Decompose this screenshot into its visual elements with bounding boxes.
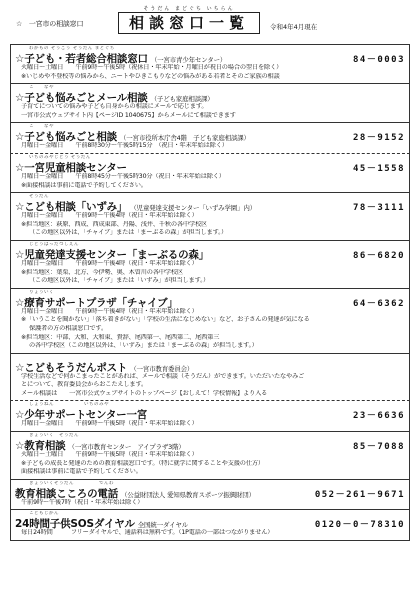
entry-detail-line: ※子どもの成長と発達のための教育相談窓口です。（特に就学に関することや支援の仕方） <box>21 459 264 467</box>
consultation-entry <box>10 122 410 153</box>
entry-name: ☆子ども悩みごとメール相談 <box>15 92 148 105</box>
entry-detail-line: 保護者の方の相談窓口です。 <box>29 324 107 332</box>
entry-detail-line: 火曜日～土曜日 午前9時～午後5時（祝日・年末年始は除く） <box>21 451 198 459</box>
consultation-entry <box>10 431 410 479</box>
entry-phone: 86－6820 <box>352 250 405 261</box>
entry-name: ☆子ども悩みごと相談 <box>15 131 117 144</box>
entry-detail-line: 子育てについての悩みや子ども自身からの相談にメールで応じます。 <box>21 103 208 111</box>
entry-organization: （子ども家庭相談課） <box>150 95 214 104</box>
entry-ruby: こ なや <box>29 124 54 130</box>
entry-header <box>15 160 405 173</box>
entry-phone: 64－6362 <box>352 298 405 309</box>
entry-header <box>15 486 405 499</box>
entry-phone: 85－7088 <box>352 442 405 453</box>
entry-header <box>15 51 405 64</box>
entry-detail-line: 毎日24時間 フリーダイヤルで、通話料は無料です。（1P電話の一部はつながりません） <box>21 529 274 537</box>
consultation-entry <box>10 240 410 288</box>
entry-detail-line: メール相談は 一宮市公式ウェブサイトのトップページ【おしえて！学校情報】より入る <box>21 389 268 397</box>
consultation-entry <box>10 479 410 510</box>
entry-detail-line: 学校生活などで何かこまったことがあれば、メールで相談（そうだん）ができます。いただいたなやみご <box>21 372 305 380</box>
entry-name: ☆こどもそうだんポスト <box>15 361 128 374</box>
entry-header <box>15 199 405 212</box>
entry-header <box>15 516 405 529</box>
consultation-entry <box>10 192 410 240</box>
entry-phone: 84－0003 <box>352 55 405 65</box>
entry-header <box>15 360 405 373</box>
entry-detail-line: 月曜日～金曜日 午前8時45分～午後5時30分（祝日・年末年始は除く） <box>21 172 225 180</box>
entry-header <box>15 247 405 260</box>
entry-detail-line: 午前9時～午後7時（祝日・年末年始は除く） <box>21 498 144 506</box>
entry-ruby: こ なや <box>29 85 54 91</box>
consultation-entry <box>10 44 410 83</box>
date-label: 令和4年4月現在 <box>270 23 318 31</box>
entry-ruby: そうだん <box>29 194 49 200</box>
entry-detail-line: 月曜日～金曜日 午前9時～午後4時（祝日・年末年始は除く） <box>21 307 198 315</box>
entry-phone: 78－3111 <box>352 203 405 214</box>
entry-ruby: わかもの そうごう そうだん まどぐち <box>29 46 115 51</box>
entry-name: 24時間子供SOSダイヤル <box>15 518 135 531</box>
entry-detail-line: 一宮市公式ウェブサイト内【ページID 1040675】からメールにて相談できます <box>21 111 236 119</box>
page-header <box>0 6 420 40</box>
consultation-entry <box>10 353 410 401</box>
entry-phone: 28－9152 <box>352 133 405 144</box>
entry-detail-line: ※「いうことを聞かない」「落ち着きがない」「学校の生活になじめない」など、お子さんの発達が気になる <box>21 316 310 324</box>
entry-ruby: りょういく <box>29 289 54 295</box>
consultation-entry <box>10 153 410 192</box>
entry-name: ☆子ども・若者総合相談窓口 <box>15 53 148 65</box>
entry-name: ☆児童発達支援センター「まーぶるの森」 <box>15 248 209 261</box>
entry-organization: （一宮市教育センター アイプラザ3階） <box>68 443 185 452</box>
entry-detail-line: 月曜日～金曜日 午前8時30分～午後5時15分 （祝日・年末年始は除く） <box>21 142 228 150</box>
entry-detail-line: 面接相談は事前に電話で予約してください。 <box>21 468 142 476</box>
entry-phone: 23－6636 <box>352 411 405 422</box>
entry-detail-line: ※担当地区：中部、大和、大和東、貴辞、尾西第一、尾西第二、尾西第三 <box>21 333 220 341</box>
entry-detail-line: （この地区以外は、「チャイブ」または「いずみ」が担当します。） <box>29 277 210 285</box>
entry-name: ☆こども相談「いずみ」 <box>15 201 128 214</box>
entry-detail-line: とについて、教育委員会からおこたえします。 <box>21 381 148 389</box>
entry-name: ☆一宮児童相談センター <box>15 161 127 174</box>
entry-name: ☆少年サポートセンター一宮 <box>15 409 148 422</box>
entry-organization: （児童発達支援センター「いずみ学園」内） <box>130 204 256 213</box>
consultation-entry <box>10 288 410 353</box>
entry-header <box>15 407 405 420</box>
entry-ruby: じどうはったつしえん <box>29 241 79 247</box>
entry-ruby: きょういく そうだん <box>29 433 79 439</box>
consultation-entry <box>10 509 410 541</box>
entries-list <box>10 44 410 541</box>
entry-detail-line: ※面接相談は事前に電話で予約してください。 <box>21 181 147 189</box>
entry-header <box>15 438 405 451</box>
entry-organization: （一宮市役所本庁舎4階 子ども家庭相談課） <box>119 134 250 143</box>
consultation-entry <box>10 400 410 431</box>
consultation-entry <box>10 83 410 122</box>
entry-organization: （一宮市青少年センター） <box>150 56 227 64</box>
entry-detail-line: ※担当地区：葉栗、北方、今伊勢、奥、木曽川の各中学校区 <box>21 268 184 276</box>
entry-name: ☆教育相談 <box>15 440 66 453</box>
title-ruby: そうだん まどぐち いちらん <box>143 6 235 12</box>
entry-ruby: しょうねん いちのみや <box>29 402 109 408</box>
entry-detail-line: ※担当地区：萩原、西成、西成東部、丹陽、浅井、千秋の各中学校区 <box>21 220 208 228</box>
entry-name: 教育相談こころの電話 <box>15 487 118 500</box>
entry-ruby: きょういくそうだん でんわ <box>29 480 114 486</box>
title-box <box>118 6 260 34</box>
entry-phone: 45－1558 <box>352 163 405 174</box>
entry-header <box>15 90 405 103</box>
entry-ruby: いちのみやじどう そうだん <box>29 154 91 160</box>
entry-organization: （一宮市教育委員会） <box>130 364 194 373</box>
entry-detail-line: 月曜日～金曜日 午前9時～午後4時（祝日・年末年始は除く） <box>21 259 198 267</box>
entry-name: ☆療育サポートプラザ「チャイブ」 <box>15 296 178 309</box>
entry-organization: 全国統一ダイヤル <box>137 521 188 530</box>
entry-detail-line: 火曜日～土曜日 午前9時～午後5時（祝休日・年末年始・月曜日が祝日の場合の翌日を除く） <box>21 64 283 71</box>
entry-detail-line: （この地区以外は、「チャイブ」または「まーぶるの森」が担当します。） <box>29 229 228 237</box>
entry-organization: （公益財団法人 愛知県教育スポーツ振興財団） <box>121 490 255 499</box>
entry-detail-line: ※いじめや不登校等の悩みから、ニートやひきこもりなどの悩みがある若者とそのご家族の相談 <box>21 72 280 80</box>
department-label: ☆ 一宮市の相談窓口 <box>16 20 84 28</box>
entry-detail-line: 月曜日～金曜日 午前9時～午後5時（祝日・年末年始は除く） <box>21 420 198 428</box>
entry-header <box>15 295 405 308</box>
page-title: 相談窓口一覧 <box>128 14 249 32</box>
entry-ruby: こどもじかん <box>29 511 59 517</box>
entry-header <box>15 129 405 142</box>
entry-detail-line: 月曜日～金曜日 午前9時～午後4時（祝日・年末年始は除く） <box>21 212 198 220</box>
entry-phone: 052－261－9671 <box>314 489 405 500</box>
entry-detail-line: の各中学校区（この地区以外は、「いずみ」または「まーぶるの森」が担当します。） <box>29 342 258 350</box>
entry-phone: 0120－0－78310 <box>314 520 405 531</box>
